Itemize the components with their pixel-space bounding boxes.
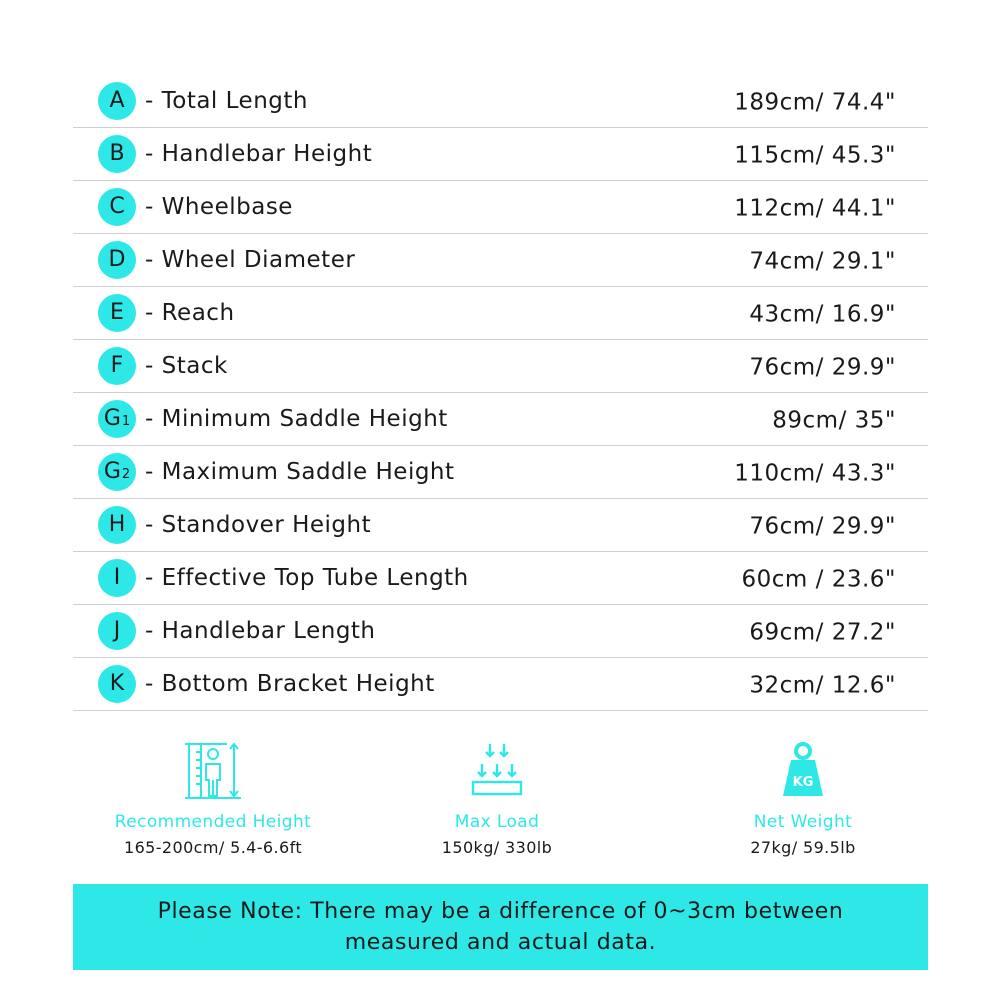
spec-label: - Maximum Saddle Height <box>145 459 455 485</box>
note-banner <box>73 884 928 970</box>
spec-key-badge: I <box>98 559 136 597</box>
spec-label: - Handlebar Height <box>145 141 373 167</box>
spec-label: - Wheelbase <box>145 194 293 220</box>
stat-title: Net Weight <box>753 812 853 832</box>
spec-label: - Stack <box>145 353 228 379</box>
spec-row <box>73 393 928 446</box>
weight-icon <box>773 740 833 802</box>
stat-value: 27kg/ 59.5lb <box>750 838 856 857</box>
spec-value: 76cm/ 29.9" <box>749 513 896 540</box>
recommended-height-stat <box>73 740 353 857</box>
spec-table <box>73 75 928 711</box>
spec-row <box>73 287 928 340</box>
spec-key-badge: C <box>98 188 136 226</box>
spec-label: - Handlebar Length <box>145 618 376 644</box>
spec-label: - Total Length <box>145 88 308 114</box>
spec-value: 43cm/ 16.9" <box>749 301 896 328</box>
spec-row <box>73 605 928 658</box>
spec-row <box>73 446 928 499</box>
spec-value: 76cm/ 29.9" <box>749 354 896 381</box>
max-load-stat <box>357 740 637 857</box>
spec-value: 60cm / 23.6" <box>741 566 896 593</box>
spec-key-badge: K <box>98 665 136 703</box>
spec-key-badge: A <box>98 82 136 120</box>
stat-title: Max Load <box>454 812 540 832</box>
spec-row <box>73 128 928 181</box>
spec-value: 89cm/ 35" <box>772 407 896 434</box>
spec-row <box>73 234 928 287</box>
spec-key-badge: F <box>98 347 136 385</box>
height-icon <box>183 740 243 802</box>
spec-key-badge: G $_2$ <box>98 453 136 491</box>
spec-key-badge: B <box>98 135 136 173</box>
load-icon <box>467 740 527 802</box>
spec-row <box>73 499 928 552</box>
spec-label: - Minimum Saddle Height <box>145 406 448 432</box>
spec-value: 32cm/ 12.6" <box>749 672 896 699</box>
stat-title: Recommended Height <box>114 812 312 832</box>
spec-label: - Wheel Diameter <box>145 247 356 273</box>
spec-key-badge: D <box>98 241 136 279</box>
svg-text:KG: KG <box>792 775 814 790</box>
spec-row <box>73 552 928 605</box>
spec-key-badge: G $_1$ <box>98 400 136 438</box>
spec-value: 112cm/ 44.1" <box>734 195 896 222</box>
stats-section <box>73 740 928 870</box>
note-text: Please Note: There may be a difference of 0~3cm between measured and actual data. <box>157 899 844 955</box>
spec-value: 115cm/ 45.3" <box>734 142 896 169</box>
stat-value: 165-200cm/ 5.4-6.6ft <box>124 838 302 857</box>
spec-value: 110cm/ 43.3" <box>734 460 896 487</box>
spec-label: - Standover Height <box>145 512 372 538</box>
spec-value: 74cm/ 29.1" <box>749 248 896 275</box>
stat-value: 150kg/ 330lb <box>441 838 553 857</box>
spec-label: - Effective Top Tube Length <box>145 565 469 591</box>
spec-row <box>73 75 928 128</box>
spec-key-badge: H <box>98 506 136 544</box>
spec-row <box>73 658 928 711</box>
spec-value: 189cm/ 74.4" <box>734 89 896 116</box>
spec-label: - Reach <box>145 300 235 326</box>
spec-row <box>73 340 928 393</box>
spec-label: - Bottom Bracket Height <box>145 671 435 697</box>
spec-key-badge: E <box>98 294 136 332</box>
net-weight-stat <box>663 740 943 857</box>
spec-value: 69cm/ 27.2" <box>749 619 896 646</box>
spec-key-badge: J <box>98 612 136 650</box>
spec-row <box>73 181 928 234</box>
